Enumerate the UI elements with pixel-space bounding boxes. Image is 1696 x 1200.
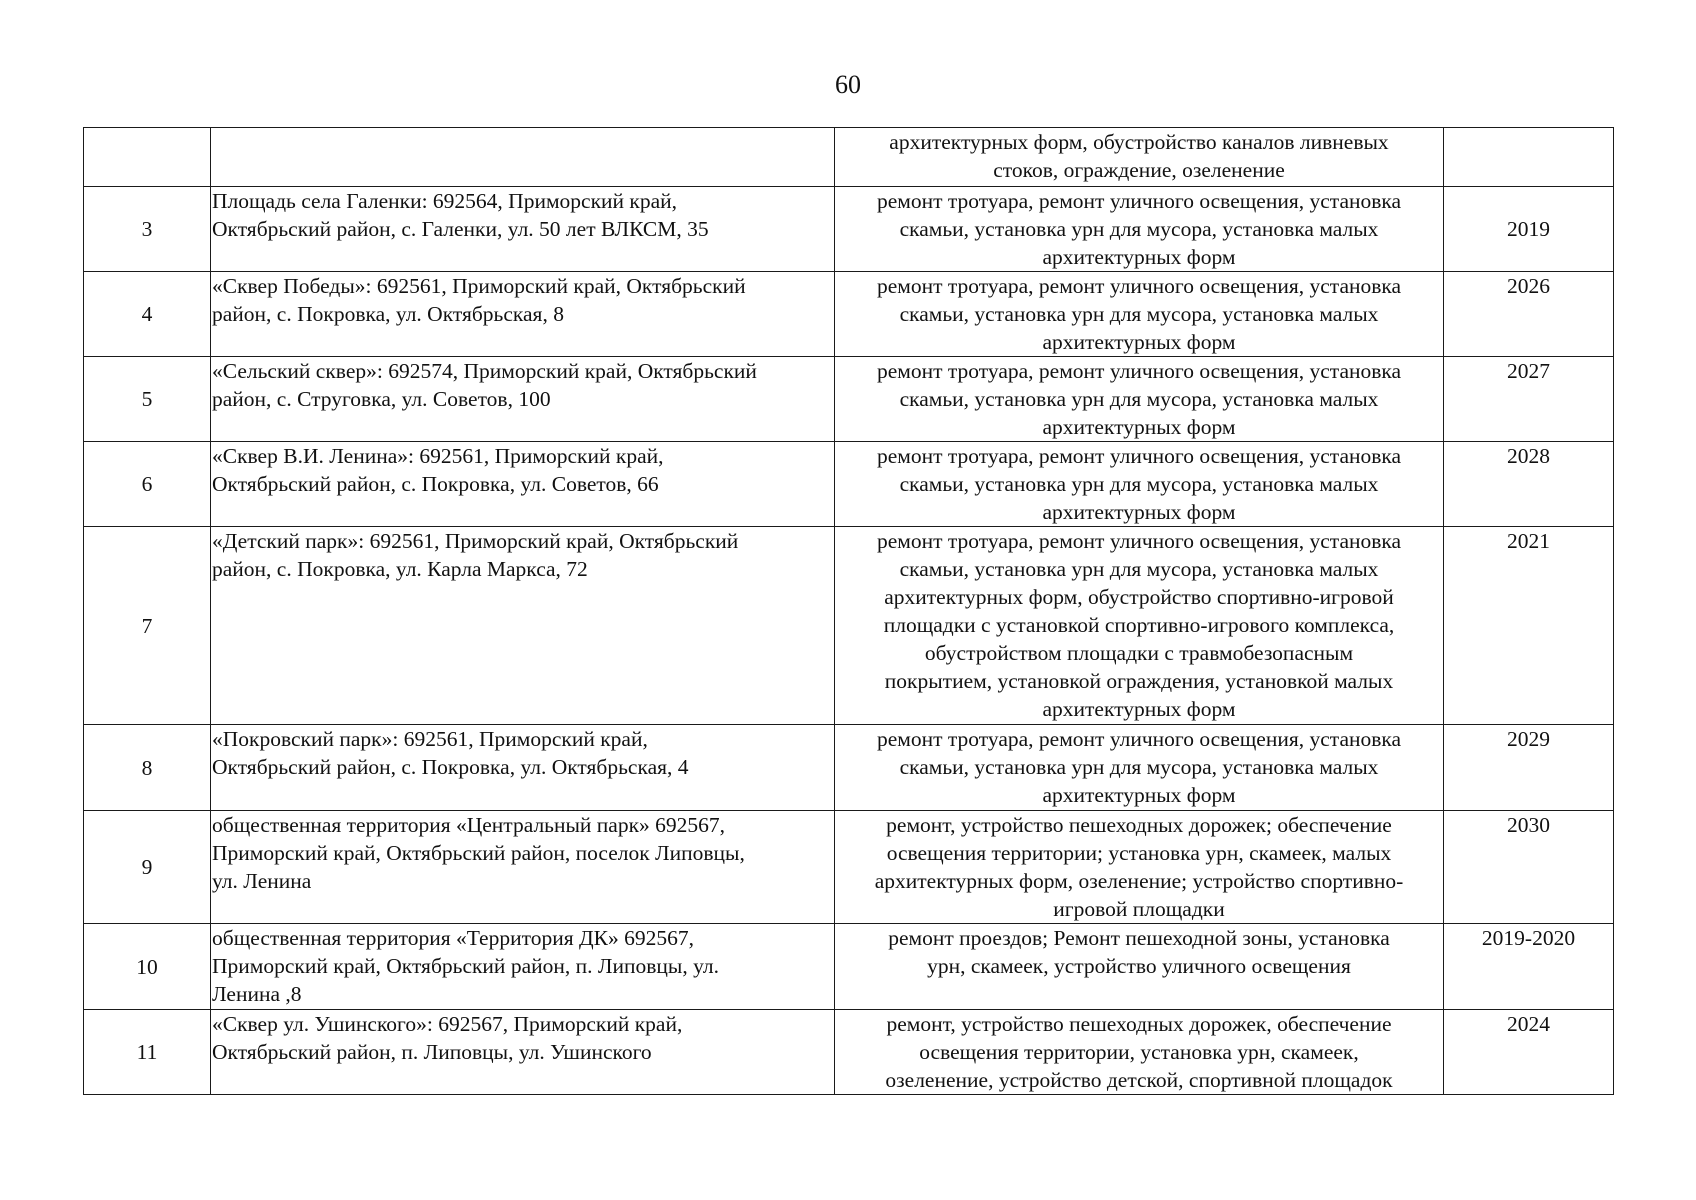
territory-name: «Сквер Победы»: 692561, Приморский край, Октябрьский район, с. Покровка, ул. Октябрьская, 8 [211,272,835,357]
works-list: ремонт проездов; Ремонт пешеходной зоны, установка урн, скамеек, устройство уличного освещения [835,924,1444,1010]
row-number: 6 [84,442,211,527]
table-row [84,128,1614,187]
table-row [84,527,1614,725]
table-row [84,442,1614,527]
territory-name: Площадь села Галенки: 692564, Приморский край, Октябрьский район, с. Галенки, ул. 50 лет ВЛКСМ, 35 [211,187,835,272]
year: 2024 [1444,1010,1614,1095]
table-row [84,272,1614,357]
territory-name: общественная территория «Территория ДК» 692567, Приморский край, Октябрьский район, п. Липовцы, ул. Ленина ,8 [211,924,835,1010]
row-number [84,128,211,187]
year: 2019-2020 [1444,924,1614,1010]
row-number: 9 [84,811,211,924]
row-number: 5 [84,357,211,442]
works-list: ремонт, устройство пешеходных дорожек, обеспечение освещения территории, установка урн, скамеек, озеленение, устройство детской, спортивной площадок [835,1010,1444,1095]
works-list: ремонт тротуара, ремонт уличного освещения, установка скамьи, установка урн для мусора, установка малых архитектурных форм [835,187,1444,272]
table-row [84,1010,1614,1095]
works-list: ремонт тротуара, ремонт уличного освещения, установка скамьи, установка урн для мусора, установка малых архитектурных форм [835,442,1444,527]
table-row [84,725,1614,811]
territory-name: «Сельский сквер»: 692574, Приморский край, Октябрьский район, с. Струговка, ул. Советов, 100 [211,357,835,442]
works-list: ремонт тротуара, ремонт уличного освещения, установка скамьи, установка урн для мусора, установка малых архитектурных форм [835,725,1444,811]
territory-name: «Покровский парк»: 692561, Приморский край, Октябрьский район, с. Покровка, ул. Октябрьская, 4 [211,725,835,811]
table-row [84,924,1614,1010]
territory-name: «Детский парк»: 692561, Приморский край, Октябрьский район, с. Покровка, ул. Карла Маркса, 72 [211,527,835,725]
works-list: архитектурных форм, обустройство каналов ливневых стоков, ограждение, озеленение [835,128,1444,187]
row-number: 3 [84,187,211,272]
territory-name: «Сквер ул. Ушинского»: 692567, Приморский край, Октябрьский район, п. Липовцы, ул. Ушинского [211,1010,835,1095]
year [1444,128,1614,187]
year: 2029 [1444,725,1614,811]
year: 2030 [1444,811,1614,924]
page-number: 60 [835,70,861,99]
row-number: 11 [84,1010,211,1095]
works-list: ремонт, устройство пешеходных дорожек; обеспечение освещения территории; установка урн, скамеек, малых архитектурных форм, озеленение; устройство спортивно- игровой площадки [835,811,1444,924]
territory-name: общественная территория «Центральный парк» 692567, Приморский край, Октябрьский район, поселок Липовцы, ул. Ленина [211,811,835,924]
year: 2021 [1444,527,1614,725]
table-row [84,357,1614,442]
territory-name [211,128,835,187]
year: 2028 [1444,442,1614,527]
works-list: ремонт тротуара, ремонт уличного освещения, установка скамьи, установка урн для мусора, установка малых архитектурных форм, обустройство спортивно-игровой площадки с установкой спортивно-игрового комплекса, обустройством площадки с травмобезопасным покрытием, установкой ограждения, установкой малых архитектурных форм [835,527,1444,725]
works-list: ремонт тротуара, ремонт уличного освещения, установка скамьи, установка урн для мусора, установка малых архитектурных форм [835,272,1444,357]
row-number: 8 [84,725,211,811]
territory-name: «Сквер В.И. Ленина»: 692561, Приморский край, Октябрьский район, с. Покровка, ул. Советов, 66 [211,442,835,527]
territories-table [83,127,1614,1095]
works-list: ремонт тротуара, ремонт уличного освещения, установка скамьи, установка урн для мусора, установка малых архитектурных форм [835,357,1444,442]
row-number: 4 [84,272,211,357]
row-number: 7 [84,527,211,725]
year: 2027 [1444,357,1614,442]
row-number: 10 [84,924,211,1010]
year: 2026 [1444,272,1614,357]
table-row [84,187,1614,272]
table-row [84,811,1614,924]
year: 2019 [1444,187,1614,272]
